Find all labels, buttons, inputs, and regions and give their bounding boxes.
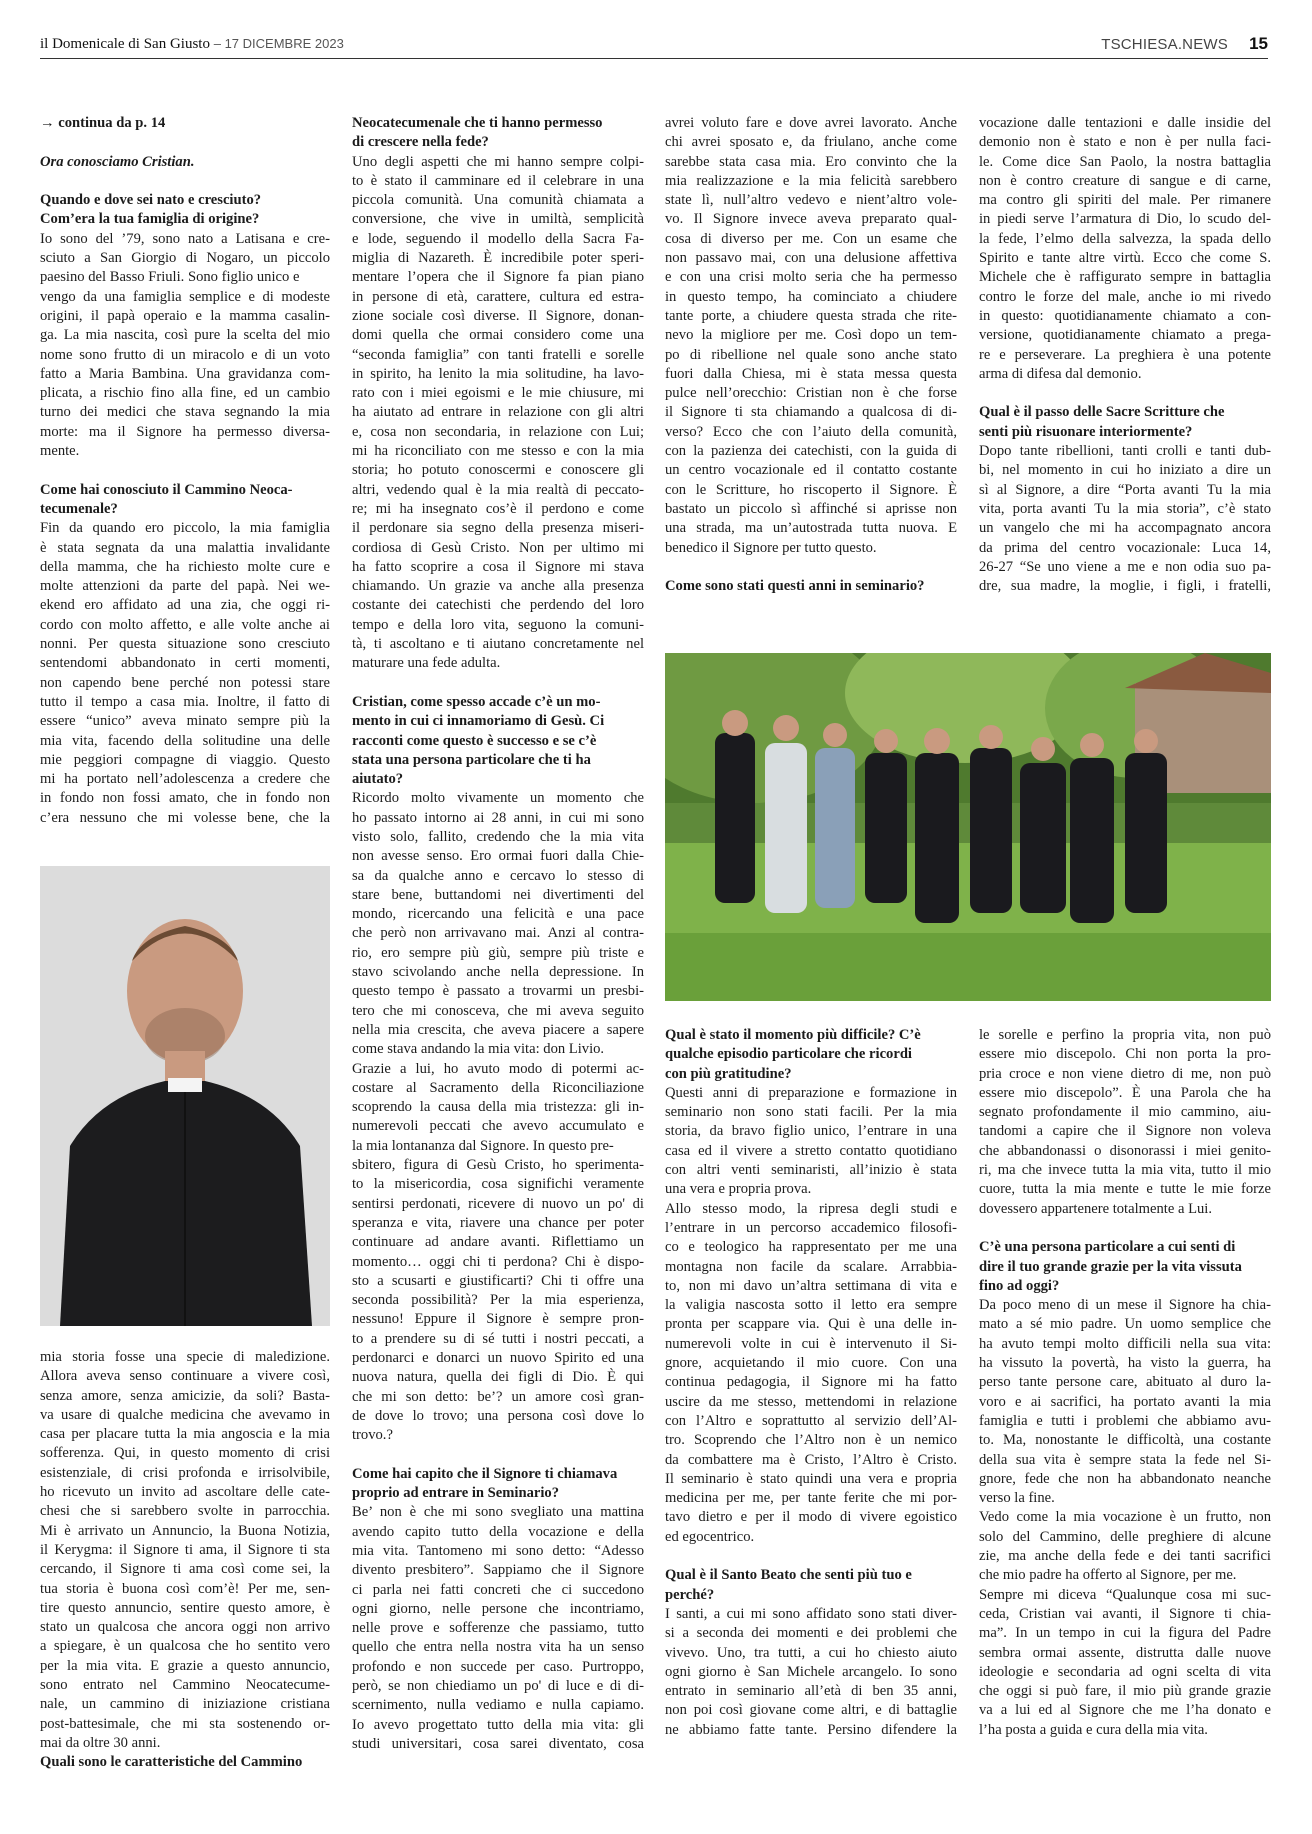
group-illustration — [665, 653, 1271, 1001]
body-text-line: la valigia nascosta sotto il letto era sempre — [665, 1297, 957, 1314]
body-text-line: Sempre mi diceva “Qualunque cosa mi suc- — [979, 1586, 1271, 1603]
body-text-line: stavo scivolando anche nella depressione. In — [352, 964, 644, 981]
body-text-line: mi ha riconciliato con me stesso e con la mia — [352, 443, 644, 460]
body-text-line: demonio non è stato e non è per nulla faci- — [979, 134, 1271, 151]
paragraph-gap — [40, 133, 330, 152]
body-text-line: costare al Sacramento della Riconciliazione — [352, 1079, 644, 1096]
question-heading: C’è una persona particolare a cui senti di — [979, 1239, 1236, 1256]
body-text-line: sarebbe stata casa mia. Ero convinto che la — [665, 153, 957, 170]
body-text-line: Il seminario è stato quindi una vera e propria — [665, 1470, 957, 1487]
body-text-line: tavo dietro e per il modo di vivere egoistico — [665, 1509, 957, 1526]
column-3-continued — [665, 1026, 957, 1740]
body-text-line: sbitero, figura di Gesù Cristo, ho sperimenta- — [352, 1157, 644, 1174]
body-text-line: uscire da me stesso, mettendomi in relazione — [665, 1393, 957, 1410]
body-text-line: in persone di età, carattere, cultura ed estra- — [352, 288, 644, 305]
body-text-line: verso la fine. — [979, 1490, 1055, 1507]
body-text-line: cuore, tutta la mia mente e tutte le mie forze — [979, 1181, 1271, 1198]
body-text-line: della sua vita è sempre stata la fede nel Si- — [979, 1451, 1271, 1468]
intro-line: Ora conosciamo Cristian. — [40, 153, 195, 170]
body-text-line: ho passato intorno ai 28 anni, in cui mi sono — [352, 809, 644, 826]
body-text-line: a spiegare, è un qualcosa che ho sentito vero — [40, 1638, 330, 1655]
body-text-line: famiglia e tutti i problemi che abbiamo avu- — [979, 1412, 1271, 1429]
body-text-line: che mio padre ha offerto al Signore, per me. — [979, 1567, 1237, 1584]
body-text-line: essere mio discepolo”. È una Parola che ha — [979, 1084, 1271, 1101]
body-text-line: gnore, acquietando il mio cuore. Con una — [665, 1355, 957, 1372]
body-text-line: vengo da una famiglia semplice e di modeste — [40, 288, 330, 305]
question-heading: Come hai conosciuto il Cammino Neoca- — [40, 481, 293, 498]
paragraph-gap — [979, 1219, 1271, 1238]
body-text-line: speranza e vita, riavere una chance per poter — [352, 1214, 644, 1231]
question-heading: Quando e dove sei nato e cresciuto? — [40, 192, 262, 209]
question-heading: mento in cui ci innamoriamo di Gesù. Ci — [352, 713, 605, 730]
body-text-line: ogni giorno è San Michele arcangelo. Io sono — [665, 1663, 957, 1680]
body-text-line: perso tante persone care, abituato al duro la- — [979, 1374, 1271, 1391]
page-number: 15 — [1249, 34, 1268, 53]
body-text-line: cercando, il Signore ti ama così come sei, la — [40, 1561, 330, 1578]
body-text-line: ha vissuto la povertà, ha visto la guerra, ha — [979, 1355, 1271, 1372]
body-text-line: è stata segnata da una malattia invalidante — [40, 539, 330, 556]
body-text-line: bi, nel momento in cui ho iniziato a dire un — [979, 462, 1271, 479]
body-text-line: montagna non facile da scalare. Arrabbia- — [665, 1258, 957, 1275]
question-heading: Neocatecumenale che ti hanno permesso — [352, 115, 603, 131]
body-text-line: dre, sua madre, la moglie, i figli, i fratelli, — [979, 578, 1271, 595]
body-text-line: una vera e propria prova. — [665, 1181, 812, 1198]
body-text-line: costante dei catechisti che perdendo del loro — [352, 597, 644, 614]
body-text-line: sa da qualche anno e cercavo lo stesso di — [352, 867, 644, 884]
body-text-line: origini, il papà operaio e la mamma casalin- — [40, 307, 330, 324]
body-text-line: storia; ho potuto conoscermi e conoscere gli — [352, 462, 644, 479]
body-text-line: ha fatto scoprire a cosa il Signore mi stava — [352, 558, 644, 575]
body-text-line: Da poco meno di un mese il Signore ha chia- — [979, 1297, 1271, 1314]
body-text-line: però, se non chiediamo un po' di luce e di di- — [352, 1678, 644, 1695]
body-text-line: sentirsi perdonati, ricevere di nuovo un po' di — [352, 1195, 644, 1212]
body-text-line: in questo tempo, ha cominciato a chiudere — [665, 288, 957, 305]
body-text-line: ha avuto tempi molto difficili nella sua vita: — [979, 1335, 1271, 1352]
body-text-line: stato un qualcosa che ancora oggi non arrivo — [40, 1619, 330, 1636]
question-heading: tecumenale? — [40, 500, 118, 517]
body-text-line: nonni. Per questa situazione sono cresciuto — [40, 636, 330, 653]
paragraph-gap — [40, 172, 330, 191]
body-text-line: plicata, a rischio fino alla fine, ed un cambio — [40, 385, 330, 402]
body-text-line: cosa di diverso per me. Con un esame che — [665, 230, 957, 247]
body-text-line: entrato in seminario all’età di ben 35 anni, — [665, 1683, 957, 1700]
body-text-line: la mia lontananza dal Signore. In questo pre- — [352, 1137, 614, 1154]
body-text-line: numerevoli peccati che avevo accumulato e — [352, 1118, 644, 1135]
body-text-line: ogni giorno, nelle persone che incontriamo, — [352, 1600, 644, 1617]
body-text-line: solo del Cammino, delle preghiere di alcune — [979, 1528, 1271, 1545]
body-text-line: sembra ormai assente, distrutta dalle nuove — [979, 1644, 1271, 1661]
body-text-line: conversione, che vive in umiltà, semplicità — [352, 211, 644, 228]
body-text-line: ne abbiamo fatte tante. Persino difendere la — [665, 1721, 957, 1738]
body-text-line: essere mio discepolo. Chi non porta la pro- — [979, 1046, 1271, 1063]
body-text-line: segnato profondamente il mio cammino, aiu- — [979, 1104, 1271, 1121]
question-heading: Quali sono le caratteristiche del Cammino — [40, 1754, 303, 1771]
body-text-line: mondo, ricercando una felicità e una pace — [352, 906, 644, 923]
body-text-line: divento presbitero”. Sappiamo che il Signore — [352, 1562, 644, 1579]
body-text-line: per la mia vita. E grazie a questo annuncio, — [40, 1657, 330, 1674]
body-text-line: continuare ad andare avanti. Riflettiamo un — [352, 1234, 644, 1251]
body-text-line: verso? Ecco che con l’aiuto della comunità, — [665, 423, 957, 440]
body-text-line: perdonarci e donarci un nuovo Spirito ed una — [352, 1350, 644, 1366]
body-text-line: tempo e della loro vita, seguono la comuni- — [352, 616, 644, 633]
body-text-line: casa per placare tutta la mia angoscia e la mia — [40, 1426, 330, 1443]
body-text-line: come stava andando la mia vita: don Livio. — [352, 1041, 605, 1058]
body-text-line: le sorelle e perfino la propria vita, non può — [979, 1027, 1271, 1043]
column-1-continued — [40, 1348, 330, 1773]
body-text-line: Grazie a lui, ho avuto modo di potermi ac- — [352, 1060, 644, 1077]
body-text-line: to. Ma, nonostante le difficoltà, una costante — [979, 1432, 1271, 1449]
paragraph-gap — [352, 1445, 644, 1464]
body-text-line: vivevo. Uno, tra tutti, a cui ho chiesto aiuto — [665, 1644, 957, 1661]
body-text-line: mato a sé mio padre. Un uomo semplice che — [979, 1316, 1271, 1333]
body-text-line: essere “unico” aveva minato sempre più la — [40, 713, 330, 730]
body-text-line: voro e ai sacrifici, ha portato avanti la mia — [979, 1393, 1271, 1410]
body-text-line: questo tempo è passato a trovarmi un presbi- — [352, 983, 644, 1000]
body-text-line: vo. Il Signore invece aveva preparato qual- — [665, 211, 957, 228]
body-text-line: post-battesimale, che mi sta sostenendo or- — [40, 1715, 330, 1732]
body-text-line: non è contro creature di sangue e di carne, — [979, 172, 1271, 189]
body-text-line: sono entrato nel Cammino Neocatecume- — [40, 1677, 330, 1694]
body-text-line: chiamando. Un grazie va anche alla presenza — [352, 578, 644, 595]
body-text-line: che mi son detto: be’? un amore così gran- — [352, 1388, 644, 1405]
body-text-line: scoprendo la causa della mia tristezza: gli in- — [352, 1099, 644, 1116]
body-text-line: Fin da quando ero piccolo, la mia famiglia — [40, 520, 330, 537]
body-text-line: ma”. In un tempo in cui la figura del Padre — [979, 1625, 1271, 1642]
body-text-line: gnore, fede che non ha abbandonato neanche — [979, 1470, 1271, 1487]
question-heading: → continua da p. 14 — [40, 115, 166, 131]
body-text-line: arma di difesa dal demonio. — [979, 365, 1142, 382]
body-text-line: “seconda famiglia” con tanti fratelli e sorelle — [352, 346, 644, 363]
body-text-line: tire questo annuncio, sentire questo amore, è — [40, 1599, 330, 1616]
body-text-line: con l’Altro e soprattutto al servizio dell’Al- — [665, 1412, 957, 1429]
body-text-line: una strada, ma un’autostrada tutta nuova. E — [665, 520, 957, 537]
body-text-line: la fede, l’elmo della salvezza, la spada dello — [979, 230, 1271, 247]
body-text-line: mai da oltre 30 anni. — [40, 1734, 161, 1751]
body-text-line: dovessero appartenere totalmente a Lui. — [979, 1200, 1212, 1217]
body-text-line: e, cosa non secondaria, in relazione con Lui; — [352, 423, 644, 440]
body-text-line: bastato un piccolo sì affinché si aprisse non — [665, 500, 957, 517]
body-text-line: Allora aveva senso continuare a vivere così, — [40, 1368, 330, 1385]
question-heading: aiutato? — [352, 771, 404, 788]
body-text-line: pria croce e non viene dietro di me, non può — [979, 1065, 1271, 1082]
question-heading: proprio ad entrare in Seminario? — [352, 1485, 560, 1502]
body-text-line: che oggi si può fare, il mio più grande grazie — [979, 1683, 1271, 1700]
body-text-line: Vedo come la mia vocazione è un frutto, non — [979, 1509, 1271, 1526]
body-text-line: mie peggiori compagne di viaggio. Questo — [40, 751, 330, 768]
body-text-line: molte attenzioni da parte del papà. Nei we- — [40, 578, 330, 595]
body-text-line: in questo: quotidianamente chiamato a con- — [979, 307, 1271, 324]
body-text-line: in fondo non fossi amato, che in fondo non — [40, 790, 330, 807]
body-text-line: non passavo mai, con una delusione affettiva — [665, 250, 957, 267]
body-text-line: e lode, seguendo il modello della Sacra Fa- — [352, 230, 644, 247]
body-text-line: e con una crisi molto seria che ha permesso — [665, 269, 957, 286]
page-header — [40, 24, 1268, 59]
body-text-line: tandomi a capire che il Signore non voleva — [979, 1123, 1271, 1140]
body-text-line: versione, quotidianamente chiamato a prega- — [979, 327, 1271, 344]
column-4-continued — [979, 1026, 1271, 1740]
body-text-line: scernimento, nulla vediamo e nulla capiamo. — [352, 1697, 644, 1714]
body-text-line: pronta per scappare via. Qui è una delle in- — [665, 1316, 957, 1333]
paragraph-gap — [665, 1547, 957, 1566]
body-text-line: momento… oggi chi ti perdona? Chi è dispo- — [352, 1253, 644, 1270]
body-text-line: Ricordo molto vivamente un momento che — [352, 790, 644, 807]
question-heading: Come hai capito che il Signore ti chiamava — [352, 1465, 618, 1482]
body-text-line: nale, un cammino di iniziazione cristiana — [40, 1696, 330, 1713]
question-heading: Com’era la tua famiglia di origine? — [40, 211, 260, 228]
body-text-line: cordiosa di Gesù Cristo. Non per ultimo mi — [352, 539, 644, 556]
body-text-line: Uno degli aspetti che mi hanno sempre colpi- — [352, 153, 644, 170]
body-text-line: ma contro gli spiriti del male. Per rimanere — [979, 192, 1271, 209]
body-text-line: Be’ non è che mi sono svegliato una mattina — [352, 1504, 644, 1521]
body-text-line: quello che entra nella nostra vita ha un senso — [352, 1639, 644, 1656]
body-text-line: che però non arrivavano mai. Anzi al contra- — [352, 925, 644, 942]
body-text-line: va usare di qualche medicina che avevamo in — [40, 1406, 330, 1423]
body-text-line: chi avrei sposato e, da friulano, anche come — [665, 134, 957, 151]
body-text-line: un vangelo che mi ha accompagnato ancora — [979, 520, 1271, 537]
body-text-line: visto solo, fallito, credendo che la mia vita — [352, 828, 644, 845]
body-text-line: ha aiutato ad entrare in relazione con gli altri — [352, 404, 644, 421]
body-text-line: to la misericordia, cosa significhi veramente — [352, 1176, 644, 1193]
body-text-line: mi ha portato nell’adolescenza a credere che — [40, 771, 330, 788]
body-text-line: da combattere ma è Cristo, l’Altro è Cristo. — [665, 1451, 957, 1468]
body-text-line: to a prendere su di sé tutti i nostri peccati, a — [352, 1330, 644, 1347]
body-text-line: sofferenza. Qui, in questo momento di crisi — [40, 1445, 330, 1462]
body-text-line: nelle prove e sofferenze che passiamo, tutto — [352, 1620, 644, 1637]
body-text-line: de dove lo trovo; una persona così dove lo — [352, 1407, 644, 1424]
question-heading: fino ad oggi? — [979, 1277, 1060, 1294]
body-text-line: tutto il tempo a casa mia. Inoltre, il fatto di — [40, 693, 330, 710]
question-heading: Qual è il passo delle Sacre Scritture che — [979, 404, 1225, 421]
body-text-line: fuori dalla Chiesa, mi è stata messa questa — [665, 365, 957, 382]
body-text-line: miglia di Nazareth. È incredibile poter speri- — [352, 250, 644, 267]
body-text-line: zie, ma anche della fede e dei tanti sacrifici — [979, 1548, 1271, 1565]
body-text-line: Allo stesso modo, la ripresa degli studi e — [665, 1200, 957, 1217]
masthead — [40, 36, 344, 53]
body-text-line: non avesse senso. Ero ormai fuori dalla Chie- — [352, 848, 644, 865]
body-text-line: trovo.? — [352, 1427, 393, 1444]
column-3 — [665, 114, 957, 596]
body-text-line: sì al Signore, a dire “Porta avanti Tu la mia — [979, 481, 1271, 498]
body-text-line: numerevoli volte in cui è intervenuto il Si- — [665, 1335, 957, 1352]
question-heading: Come sono stati questi anni in seminario? — [665, 578, 925, 595]
body-text-line: mia realizzazione e la mia felicità sarebbero — [665, 172, 957, 189]
body-text-line: maturare una fede adulta. — [352, 655, 501, 672]
question-heading: Cristian, come spesso accade c’è un mo- — [352, 693, 601, 710]
body-text-line: con altri venti seminaristi, all’inizio è stata — [665, 1162, 957, 1179]
body-text-line: va a lui ed al Signore che me l’ha donato e — [979, 1702, 1271, 1719]
body-text-line: to è stato il camminare ed il celebrare in una — [352, 172, 644, 189]
body-text-line: Io avevo progettato tutto della mia vita: gli — [352, 1716, 644, 1733]
body-text-line: ri, ma che invece tutta la mia vita, tutto il mio — [979, 1162, 1271, 1179]
question-heading: Qual è stato il momento più difficile? C’è — [665, 1027, 921, 1043]
body-text-line: tero che mi conosceva, che mi aveva seguito — [352, 1002, 644, 1019]
body-text-line: storia, da bravo figlio unico, l’entrare in una — [665, 1123, 957, 1140]
body-text-line: re; mi ha insegnato cos’è il perdono e come — [352, 500, 644, 517]
body-text-line: profondo e non succede per caso. Purtroppo, — [352, 1658, 644, 1675]
body-text-line: ci parla nei fatti concreti che ci succedono — [352, 1581, 644, 1598]
body-text-line: casa ed il vivere a stretto contatto quotidiano — [665, 1142, 957, 1159]
body-text-line: il Signore ti sta chiamando a qualcosa di di- — [665, 404, 957, 421]
body-text-line: morte: ma il Signore ha permesso diversa- — [40, 423, 330, 440]
body-text-line: piccola comunità. Una comunità chiamata a — [352, 192, 644, 209]
body-text-line: Dopo tante ribellioni, tanti crolli e tanti dub- — [979, 443, 1271, 460]
body-text-line: della mamma, che ha richiesto molte cure e — [40, 558, 330, 575]
body-text-line: nessuno! Eppure il Signore è sempre pron- — [352, 1311, 644, 1328]
body-text-line: Michele che è raffigurato sempre in battaglia — [979, 269, 1271, 286]
body-text-line: chesi che si sarebbero svolte in parrocchia. — [40, 1503, 330, 1520]
body-text-line: in piedi serve l’armatura di Dio, lo scudo del- — [979, 211, 1271, 228]
body-text-line: avrei voluto fare e dove avrei lavorato. Anche — [665, 115, 957, 131]
column-1 — [40, 114, 330, 828]
body-text-line: senza amore, senza amicizie, da soli? Basta- — [40, 1387, 330, 1404]
body-text-line: nome sono frutto di un miracolo e di un voto — [40, 346, 330, 363]
question-heading: qualche episodio particolare che ricordi — [665, 1046, 912, 1063]
body-text-line: rio, ero sempre più giù, sempre più triste e — [352, 944, 644, 961]
body-text-line: mentare l’opera che il Signore fa pian piano — [352, 269, 644, 286]
body-text-line: mente. — [40, 443, 80, 460]
body-text-line: con le Scritture, ho riscoperto il Signore. È — [665, 481, 957, 498]
question-heading: con più gratitudine? — [665, 1065, 792, 1082]
portrait-photo — [40, 866, 330, 1326]
body-text-line: sciuto a San Giorgio di Nogaro, un piccolo — [40, 250, 330, 267]
portrait-illustration — [40, 866, 330, 1326]
body-text-line: altri, vedendo qual è la mia realtà di peccato- — [352, 481, 644, 498]
body-text-line: tante porte, a chiudere questa strada che rite- — [665, 307, 957, 324]
body-text-line: medicina per me, per tante ferite che mi por- — [665, 1490, 957, 1507]
body-text-line: seminario non sono stati facili. Per la mia — [665, 1104, 957, 1121]
body-text-line: Questi anni di preparazione e formazione in — [665, 1084, 957, 1101]
body-text-line: tà, ti ascoltano e ti aiutano concretamente nel — [352, 636, 644, 653]
body-text-line: Mi è arrivato un Annuncio, la Buona Notizia, — [40, 1522, 330, 1539]
body-text-line: che abbandonassi o disonorassi i miei genito- — [979, 1142, 1271, 1159]
body-text-line: mia vita, facendo della solitudine una delle — [40, 732, 330, 749]
body-text-line: da prima del centro vocazionale: Luca 14, — [979, 539, 1271, 556]
body-text-line: l’entrare in un percorso accademico filosofi- — [665, 1219, 957, 1236]
newspaper-name: il Domenicale di San Giusto — [40, 36, 210, 52]
body-text-line: il perdonare sia segno della presenza miseri- — [352, 520, 644, 537]
question-heading: senti più risuonare interiormente? — [979, 423, 1193, 440]
body-text-line: re e perseverare. La preghiera è una potente — [979, 346, 1271, 363]
body-text-line: ed egocentrico. — [665, 1528, 755, 1545]
body-text-line: turno dei medici che stava segnando la mia — [40, 404, 330, 421]
body-text-line: tro. Scoprendo che l’Altro non è un nemico — [665, 1432, 957, 1449]
paragraph-gap — [40, 461, 330, 480]
question-heading: perché? — [665, 1586, 715, 1603]
body-text-line: benedico il Signore per tutto questo. — [665, 539, 877, 556]
body-text-line: con la pazienza dei catechisti, con la guida di — [665, 443, 957, 460]
body-text-line: Io sono del ’79, sono nato a Latisana e cre- — [40, 230, 330, 247]
body-text-line: I santi, a cui mi sono affidato sono stati diver- — [665, 1605, 957, 1622]
body-text-line: stare bene, buttandomi nei divertimenti del — [352, 886, 644, 903]
body-text-line: c’era nessuno che mi volesse bene, che la — [40, 809, 330, 826]
body-text-line: in spirito, ha lenito la mia solitudine, ha lavo- — [352, 365, 644, 382]
body-text-line: ekend ero affidato ad una zia, che oggi ri- — [40, 597, 330, 614]
body-text-line: sto a scusarti e giustificarti? Chi ti offre una — [352, 1272, 644, 1289]
body-text-line: zione sociale così diverse. Il Signore, donan- — [352, 307, 644, 324]
body-text-line: 26-27 “Se uno viene a me e non odia suo pa- — [979, 558, 1271, 575]
body-text-line: vita, porta avanti Tu la mia storia”, c’è stato — [979, 500, 1271, 517]
body-text-line: tua storia è buona così com’è! Per me, sen- — [40, 1580, 330, 1597]
issue-date: – 17 DICEMBRE 2023 — [213, 36, 344, 51]
body-text-line: sentendomi abbandonato in certi momenti, — [40, 655, 330, 672]
body-text-line: ho ricevuto un invito ad ascoltare delle cate- — [40, 1484, 330, 1501]
body-text-line: ceda, Cristian vai avanti, il Signore ti chia- — [979, 1605, 1271, 1622]
body-text-line: rato con i miei egoismi e le mie chiusure, mi — [352, 385, 644, 402]
body-text-line: Spirito e tante altre virtù. Ecco che come S. — [979, 250, 1271, 267]
body-text-line: co e teologico ha rappresentato per me una — [665, 1239, 957, 1256]
question-heading: racconti come questo è successo e se c’è — [352, 732, 597, 749]
question-heading: stata una persona particolare che ti ha — [352, 751, 591, 768]
body-text-line: le. Come dice San Paolo, la nostra battaglia — [979, 153, 1271, 170]
paragraph-gap — [665, 558, 957, 577]
body-text-line: non capendo bene perché non potessi stare — [40, 674, 330, 691]
body-text-line: non poi così giovane come altri, e di battaglie — [665, 1702, 957, 1719]
body-text-line: domi quella che ormai considero come una — [352, 327, 644, 344]
column-4 — [979, 114, 1271, 596]
body-text-line: si a seconda dei momenti e dei problemi che — [665, 1625, 957, 1642]
body-text-line: continua pedagogia, il Signore mi ha fatto — [665, 1374, 957, 1391]
group-photo — [665, 653, 1271, 1001]
body-text-line: mia vita. Tantomeno mi sono detto: “Adesso — [352, 1542, 644, 1559]
body-text-line: ideologie e secondaria ad ogni scelta di vita — [979, 1663, 1271, 1680]
body-text-line: ga. La mia nascita, così pure la scelta del mio — [40, 327, 330, 344]
body-text-line: vocazione dalle tentazioni e dalle insidie del — [979, 115, 1271, 131]
body-text-line: mia storia fosse una specie di maledizione. — [40, 1349, 330, 1365]
body-text-line: nuova natura, quella dei figli di Dio. È qui — [352, 1369, 644, 1386]
body-text-line: l’ha posta a guida e cura della mia vita. — [979, 1721, 1208, 1738]
body-text-line: esistenziale, di crisi profonda e irrisolvibile, — [40, 1464, 330, 1481]
question-heading: di crescere nella fede? — [352, 134, 489, 151]
body-text-line: seconda possibilità? Per la mia esperienza, — [352, 1292, 644, 1309]
body-text-line: cordo con molto affetto, e alle volte anche ai — [40, 616, 330, 633]
body-text-line: studi universitari, cosa sarei diventato, cosa — [352, 1735, 644, 1752]
paragraph-gap — [352, 674, 644, 693]
body-text-line: fatto a Maria Bambina. Una gravidanza com- — [40, 365, 330, 382]
body-text-line: avendo capito tutto della vocazione e della — [352, 1523, 644, 1540]
body-text-line: po di ribellione nel quale sono anche stato — [665, 346, 957, 363]
body-text-line: un centro vocazionale ed il contatto costante — [665, 462, 957, 479]
body-text-line: nevo la migliore per me. Così dopo un tem- — [665, 327, 957, 344]
question-heading: dire il tuo grande grazie per la vita vissuta — [979, 1258, 1242, 1275]
body-text-line: nella mia crescita, che aveva piacere a sapere — [352, 1021, 644, 1038]
site-name: TSCHIESA.NEWS — [1101, 36, 1228, 53]
question-heading: Qual è il Santo Beato che senti più tuo e — [665, 1567, 912, 1584]
body-text-line: il Kerygma: il Signore ti ama, il Signore ti sta — [40, 1541, 330, 1558]
column-2 — [352, 114, 644, 1810]
body-text-line: paesino del Basso Friuli. Sono figlio unico e — [40, 269, 300, 286]
body-text-line: to, non mi davo un’altra settimana di vita e — [665, 1277, 957, 1294]
body-text-line: pulce nell’orecchio: Cristian non è che forse — [665, 385, 957, 402]
body-text-line: state lì, null’altro vedevo e nient’altro vole- — [665, 192, 957, 209]
paragraph-gap — [979, 384, 1271, 403]
body-text-line: contro le forze del male, anche io mi rivedo — [979, 288, 1271, 305]
